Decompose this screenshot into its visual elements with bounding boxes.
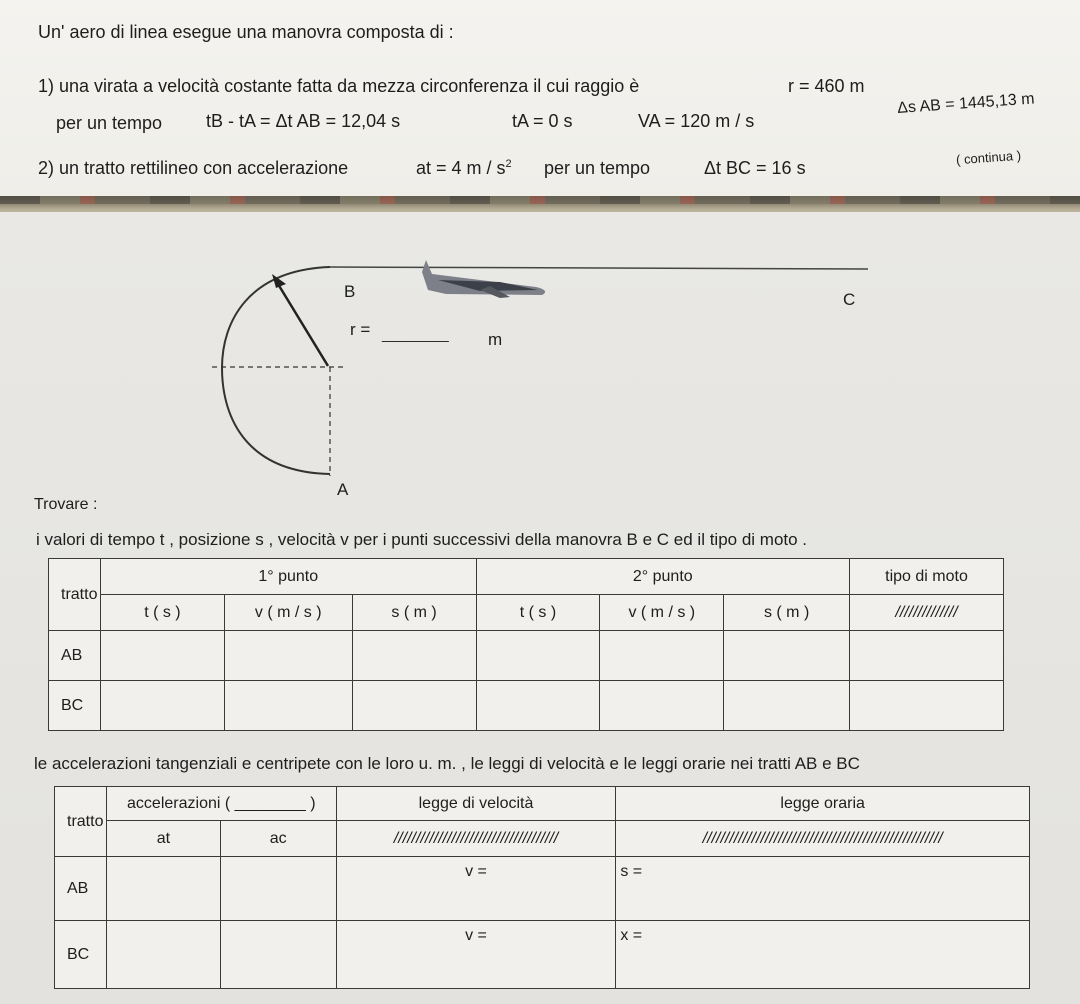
table1-punto1-header: 1° punto: [100, 559, 476, 595]
table2-hatch-vel: /////////////////////////////////////: [336, 821, 616, 857]
table1-row-bc: BC: [49, 681, 101, 731]
table2-accel-header: accelerazioni ( ________ ): [106, 787, 336, 821]
table-row: [49, 681, 1004, 731]
airplane-icon: [422, 260, 545, 298]
table1-cell[interactable]: [600, 631, 724, 681]
point-c-label: C: [843, 290, 856, 309]
problem-intro: Un' aero di linea esegue una manovra composta di :: [38, 22, 454, 42]
accel-value: [416, 158, 512, 179]
problem-line2-start: per un tempo: [56, 113, 163, 133]
table1-cell[interactable]: [724, 631, 850, 681]
table-laws: [54, 786, 1030, 989]
trovare-heading: Trovare :: [34, 496, 98, 513]
delta-t-ab: tB - tA = Δt AB = 12,04 s: [206, 111, 401, 131]
table1-sub-t2: t ( s ): [476, 595, 600, 631]
table1-sub-t1: t ( s ): [100, 595, 224, 631]
table2-velocity-ab[interactable]: v =: [336, 857, 616, 921]
table2-row-ab: AB: [55, 857, 107, 921]
table-row: [49, 631, 1004, 681]
table1-tipo-header: tipo di moto: [850, 559, 1004, 595]
table2-tratto-header: tratto: [55, 787, 107, 857]
table2-hatch-oraria: //////////////////////////////////////////////////////: [616, 821, 1030, 857]
table1-cell[interactable]: [476, 681, 600, 731]
table2-cell[interactable]: [106, 921, 220, 989]
table2-cell[interactable]: [220, 857, 336, 921]
v-a-value: VA = 120 m / s: [638, 111, 755, 131]
table1-row-ab: AB: [49, 631, 101, 681]
table1-tratto-header: tratto: [49, 559, 101, 631]
table2-at-header: at: [106, 821, 220, 857]
table1-sub-s2: s ( m ): [724, 595, 850, 631]
t-a-value: tA = 0 s: [512, 111, 573, 131]
radius-arrow: [278, 284, 328, 366]
table1-cell[interactable]: [100, 631, 224, 681]
table1-cell[interactable]: [224, 681, 352, 731]
table2-ac-header: ac: [220, 821, 336, 857]
task2-text: le accelerazioni tangenziali e centripete con le loro u. m. , le leggi di velocità e le leggi orarie nei tratti AB e BC: [34, 754, 860, 773]
straight-path: [330, 267, 868, 269]
table1-cell[interactable]: [352, 681, 476, 731]
table1-cell[interactable]: [476, 631, 600, 681]
table1-cell[interactable]: [100, 681, 224, 731]
delta-t-bc: Δt BC = 16 s: [704, 158, 806, 178]
table-points: [48, 558, 1004, 731]
table1-cell[interactable]: [600, 681, 724, 731]
table1-sub-v2: v ( m / s ): [600, 595, 724, 631]
point-a-label: A: [337, 480, 349, 499]
table2-cell[interactable]: [106, 857, 220, 921]
problem-line3-start: 2) un tratto rettilineo con accelerazione: [38, 158, 349, 178]
radius-value: r = 460 m: [788, 76, 865, 96]
radius-unit: m: [488, 330, 503, 349]
accel-text: at = 4 m / s: [416, 158, 506, 178]
delta-s-ab: Δs AB = 1445,13 m: [896, 90, 1036, 118]
problem-line1: 1) una virata a velocità costante fatta da mezza circonferenza il cui raggio è: [38, 76, 640, 96]
table1-hatch: //////////////: [850, 595, 1004, 631]
accel-exponent: 2: [505, 158, 512, 170]
table1-cell[interactable]: [724, 681, 850, 731]
table1-cell[interactable]: [850, 681, 1004, 731]
table1-sub-s1: s ( m ): [352, 595, 476, 631]
table2-legge-velocita-header: legge di velocità: [336, 787, 616, 821]
table2-oraria-ab[interactable]: s =: [616, 857, 1030, 921]
task1-text: i valori di tempo t , posizione s , velocità v per i punti successivi della manovra B e C ed il tipo di moto .: [36, 530, 808, 549]
table1-cell[interactable]: [850, 631, 1004, 681]
point-b-label: B: [344, 282, 356, 301]
problem-line3-mid: per un tempo: [544, 158, 651, 178]
radius-blank: ________: [382, 326, 449, 343]
problem-sheet-top: [0, 0, 1080, 200]
continua-note: ( continua ): [955, 147, 1022, 168]
table2-legge-oraria-header: legge oraria: [616, 787, 1030, 821]
table1-cell[interactable]: [352, 631, 476, 681]
table2-cell[interactable]: [220, 921, 336, 989]
table-row: [55, 921, 1030, 989]
radius-label: r =: [350, 320, 371, 339]
table2-row-bc: BC: [55, 921, 107, 989]
table2-velocity-bc[interactable]: v =: [336, 921, 616, 989]
turn-arc: [222, 267, 330, 474]
table1-punto2-header: 2° punto: [476, 559, 850, 595]
table1-sub-v1: v ( m / s ): [224, 595, 352, 631]
maneuver-diagram: [200, 250, 900, 490]
table2-oraria-bc[interactable]: x =: [616, 921, 1030, 989]
table-row: [55, 857, 1030, 921]
table1-cell[interactable]: [224, 631, 352, 681]
